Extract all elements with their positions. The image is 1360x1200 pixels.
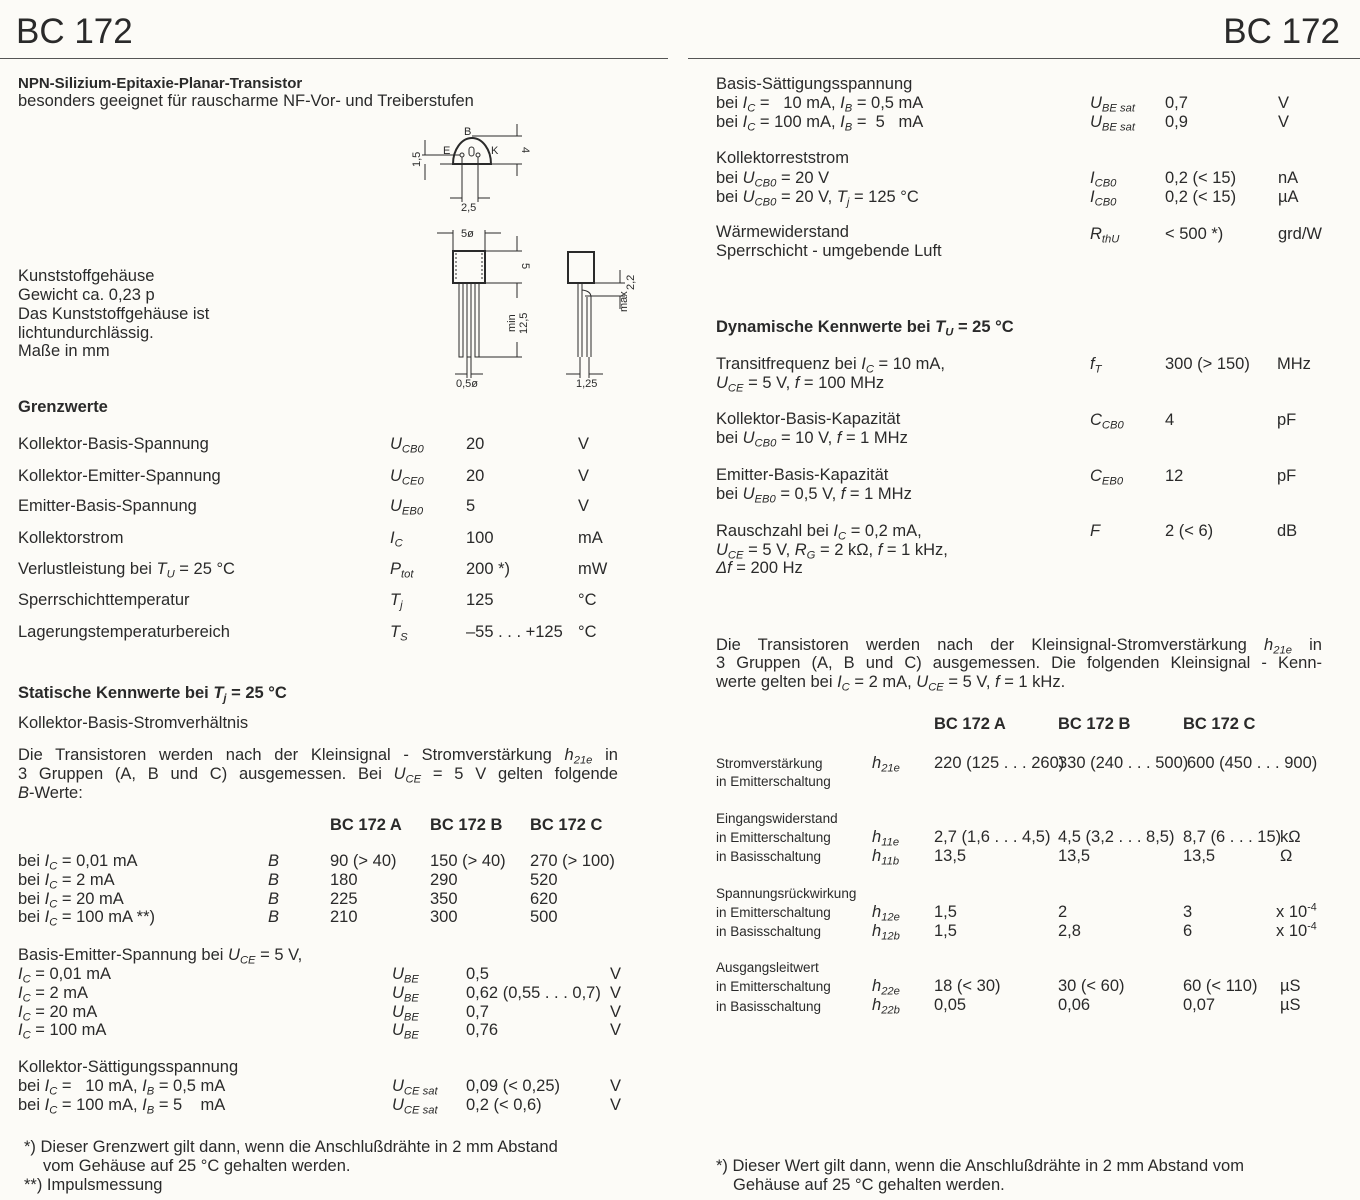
uce-sat-heading: Kollektor-Sättigungsspannung: [18, 1058, 239, 1076]
row-unit: x $10^{-4}$: [1276, 901, 1317, 921]
value-a: 1,5: [934, 903, 957, 921]
row-label: Wärmewiderstand: [716, 223, 849, 241]
param-value: 125: [466, 591, 494, 609]
transistor-subtitle: besonders geeignet für rauscharme NF-Vor- und Treiberstufen: [18, 92, 474, 110]
row-unit: V: [610, 1096, 622, 1114]
value-b: 4,5 (3,2 . . . 8,5): [1058, 828, 1175, 846]
row-value: 0,09 (< 0,25): [466, 1077, 561, 1095]
ube-heading: Basis-Emitter-Spannung bei $U_{CE} = 5$ V,: [18, 946, 303, 967]
row-symbol: $U_{BE}$: [392, 984, 419, 1005]
row-symbol: $h_{21e}$: [872, 754, 900, 775]
page-title-right: BC 172: [1223, 12, 1340, 51]
row-symbol: $I_{CB0}$: [1090, 169, 1117, 190]
value-b: 0,06: [1058, 996, 1091, 1014]
row-symbol: $C_{EB0}$: [1090, 467, 1124, 488]
param-unit: mW: [578, 560, 608, 578]
row-label-2: Sperrschicht - umgebende Luft: [716, 242, 942, 260]
footnote-left-1: *) Dieser Grenzwert gilt dann, wenn die Anschlußdrähte in 2 mm Abstand: [24, 1138, 558, 1156]
value-b: 290: [430, 871, 458, 889]
housing-line: Gewicht ca. 0,23 p: [18, 286, 155, 304]
h-column-header-c: BC 172 C: [1183, 715, 1256, 733]
param-symbol: $T_j$: [390, 591, 403, 612]
page-title-left: BC 172: [16, 12, 133, 51]
param-unit: °C: [578, 623, 597, 641]
icbo-heading: Kollektorreststrom: [716, 149, 849, 167]
row-value: 0,7: [466, 1003, 489, 1021]
row-unit: dB: [1277, 522, 1298, 540]
row-unit: x $10^{-4}$: [1276, 920, 1317, 940]
param-unit: V: [578, 435, 590, 453]
param-symbol: $U_{CE0}$: [390, 467, 424, 488]
value-a: 1,5: [934, 922, 957, 940]
column-header-a: BC 172 A: [330, 816, 402, 834]
row-unit: V: [610, 1003, 622, 1021]
h-column-header-a: BC 172 A: [934, 715, 1006, 733]
row-label: in Emitterschaltung: [716, 830, 831, 845]
row-symbol: $h_{12b}$: [872, 922, 900, 943]
dim-2-2: 2,2: [625, 274, 637, 290]
package-dimension-drawing: [0, 0, 680, 400]
value-b: 2,8: [1058, 922, 1081, 940]
row-symbol: $I_{CB0}$: [1090, 188, 1117, 209]
statisch-para-line: 3 Gruppen (A, B und C) ausgemessen. Bei $U_{CE} = 5$ V gelten folgende: [18, 765, 618, 786]
group-title: Spannungsrückwirkung: [716, 886, 857, 901]
value-b: 150 (> 40): [430, 852, 506, 870]
row-label: in Basisschaltung: [716, 849, 822, 864]
value-c: 60 (< 110): [1183, 977, 1258, 995]
housing-line: Das Kunststoffgehäuse ist: [18, 305, 210, 323]
row-symbol: $h_{22b}$: [872, 996, 900, 1017]
value-a: 18 (< 30): [934, 977, 1001, 995]
dim-max: max: [618, 291, 630, 312]
column-header-b: BC 172 B: [430, 816, 503, 834]
row-value: < 500 *): [1165, 225, 1224, 243]
row-label: bei $I_C = 100$ mA, $I_B = 5$ mA: [18, 1096, 226, 1117]
row-symbol: $h_{11e}$: [872, 828, 900, 849]
footnote-right-1: *) Dieser Wert gilt dann, wenn die Anschlußdrähte in 2 mm Abstand vom: [716, 1157, 1244, 1175]
row-symbol: $U_{BE}$: [392, 1003, 419, 1024]
row-value: 300 (> 150): [1165, 355, 1250, 373]
row-unit: V: [610, 965, 622, 983]
row-symbol: $U_{BE}$: [392, 965, 419, 986]
row-unit: V: [1278, 113, 1290, 131]
column-header-c: BC 172 C: [530, 816, 603, 834]
value-b: 300: [430, 908, 458, 926]
statisch-subheading: Kollektor-Basis-Stromverhältnis: [18, 714, 249, 732]
row-symbol: $U_{BE sat}$: [1090, 113, 1135, 134]
dim-min: min: [506, 314, 518, 332]
row-unit: pF: [1277, 411, 1297, 429]
value-b: 30 (< 60): [1058, 977, 1125, 995]
value-a: 13,5: [934, 847, 967, 865]
value-c: 8,7 (6 . . . 15): [1183, 828, 1282, 846]
dim-5-diameter: 5ø: [461, 228, 474, 240]
row-unit: V: [610, 1021, 622, 1039]
row-unit: Ω: [1280, 847, 1293, 865]
row-label-3: Δf = 200 Hz: [716, 559, 803, 577]
row-label: $I_C = 100$ mA: [18, 1021, 107, 1042]
value-c: 620: [530, 890, 558, 908]
value-a: 2,7 (1,6 . . . 4,5): [934, 828, 1051, 846]
param-unit: °C: [578, 591, 597, 609]
top-view-outline: [453, 138, 491, 164]
grenzwerte-heading: Grenzwerte: [18, 398, 108, 416]
row-label: bei $I_C = 0,01$ mA: [18, 852, 138, 873]
row-unit: µS: [1280, 977, 1301, 995]
statisch-heading: Statische Kennwerte bei $T_j = 25$ °C: [18, 684, 287, 705]
row-label: Transitfrequenz bei $I_C = 10$ mA,: [716, 355, 945, 376]
pin-label-k: K: [491, 145, 499, 157]
housing-line: Kunststoffgehäuse: [18, 267, 155, 285]
h-column-header-b: BC 172 B: [1058, 715, 1131, 733]
dim-0-5-diameter: 0,5ø: [456, 378, 479, 390]
row-label: bei $I_C = 20$ mA: [18, 890, 124, 911]
row-label: in Emitterschaltung: [716, 979, 831, 994]
param-symbol: $U_{EB0}$: [390, 497, 424, 518]
statisch-para-line: B-Werte:: [18, 784, 83, 802]
row-symbol: $U_{BE}$: [392, 1021, 419, 1042]
row-value: 0,5: [466, 965, 489, 983]
row-symbol: $R_{thU}$: [1090, 225, 1120, 246]
row-label: bei $I_C = 100$ mA **): [18, 908, 155, 929]
value-c: 0,07: [1183, 996, 1216, 1014]
row-value: 0,2 (< 15): [1165, 188, 1237, 206]
row-symbol: $U_{CE sat}$: [392, 1077, 438, 1098]
housing-line: Maße in mm: [18, 342, 110, 360]
param-unit: V: [578, 497, 590, 515]
param-symbol: $U_{CB0}$: [390, 435, 424, 456]
dynamisch-heading: Dynamische Kennwerte bei $T_U = 25$ °C: [716, 318, 1014, 339]
row-label: bei $I_C = 10$ mA, $I_B = 0,5$ mA: [716, 94, 924, 115]
row-symbol: $h_{11b}$: [872, 847, 900, 868]
dim-5: 5: [519, 263, 531, 270]
housing-line: lichtundurchlässig.: [18, 324, 154, 342]
row-label: in Emitterschaltung: [716, 905, 831, 920]
value-c: 500: [530, 908, 558, 926]
row-symbol: $h_{22e}$: [872, 977, 900, 998]
transistor-type-heading: NPN-Silizium-Epitaxie-Planar-Transistor: [18, 75, 303, 92]
dim-4: 4: [519, 147, 531, 154]
param-label: Emitter-Basis-Spannung: [18, 497, 197, 515]
param-label: Kollektor-Emitter-Spannung: [18, 467, 221, 485]
param-value: 100: [466, 529, 494, 547]
row-label-2: $U_{CE} = 5$ V, f = 100 MHz: [716, 374, 885, 395]
row-unit: kΩ: [1280, 828, 1301, 846]
row-label: $I_C = 0,01$ mA: [18, 965, 111, 986]
param-label: Sperrschichttemperatur: [18, 591, 190, 609]
dim-1-25: 1,25: [576, 378, 598, 390]
param-label: Verlustleistung bei $T_U = 25$ °C: [18, 560, 235, 581]
param-unit: mA: [578, 529, 603, 547]
row-value: 2 (< 6): [1165, 522, 1214, 540]
row-unit: MHz: [1277, 355, 1311, 373]
value-c: 270 (> 100): [530, 852, 615, 870]
row-value: 0,9: [1165, 113, 1188, 131]
row-value: 0,2 (< 0,6): [466, 1096, 542, 1114]
row-symbol: $h_{12e}$: [872, 903, 900, 924]
row-label: bei $I_C = 10$ mA, $I_B = 0,5$ mA: [18, 1077, 226, 1098]
value-a: 90 (> 40): [330, 852, 397, 870]
group-title: Stromverstärkung: [716, 756, 823, 771]
param-symbol: $I_C$: [390, 529, 403, 550]
value-c: 13,5: [1183, 847, 1216, 865]
value-c: 520: [530, 871, 558, 889]
pin-label-b: B: [464, 126, 472, 138]
row-label-2: bei $U_{CB0} = 10$ V, f = 1 MHz: [716, 429, 908, 450]
footnote-left-3: **) Impulsmessung: [24, 1176, 163, 1194]
row-symbol: $f_T$: [1090, 355, 1102, 376]
value-a: 225: [330, 890, 358, 908]
row-symbol: B: [268, 908, 280, 926]
row-label: Emitter-Basis-Kapazität: [716, 466, 889, 484]
row-label: bei $I_C = 2$ mA: [18, 871, 115, 892]
value-a: 220 (125 . . . 260): [934, 754, 1065, 772]
value-b: 350: [430, 890, 458, 908]
value-c: 6: [1183, 922, 1193, 940]
footnote-left-2: vom Gehäuse auf 25 °C gehalten werden.: [43, 1157, 351, 1175]
hparams-para-line: werte gelten bei $I_C = 2$ mA, $U_{CE} = 5$ V, f = 1 kHz.: [716, 673, 1066, 694]
row-label-2: bei $U_{EB0} = 0,5$ V, f = 1 MHz: [716, 485, 912, 506]
row-label: bei $U_{CB0} = 20$ V: [716, 169, 830, 190]
param-symbol: $P_{tot}$: [390, 560, 414, 581]
dim-12-5: 12,5: [518, 312, 530, 334]
value-c: 600 (450 . . . 900): [1187, 754, 1318, 772]
footnote-right-2: Gehäuse auf 25 °C gehalten werden.: [733, 1176, 1005, 1194]
row-label: Kollektor-Basis-Kapazität: [716, 410, 901, 428]
param-label: Kollektorstrom: [18, 529, 124, 547]
value-a: 210: [330, 908, 358, 926]
row-symbol: F: [1090, 522, 1101, 540]
param-label: Lagerungstemperaturbereich: [18, 623, 230, 641]
value-b: 2: [1058, 903, 1068, 921]
row-label: Rauschzahl bei $I_C = 0,2$ mA,: [716, 522, 922, 543]
param-value: –55 . . . +125: [466, 623, 563, 641]
hparams-para-line: Die Transistoren werden nach der Kleinsignal-Stromverstärkung $h_{21e}$ in: [716, 636, 1322, 657]
value-c: 3: [1183, 903, 1193, 921]
row-symbol: B: [268, 890, 280, 908]
param-unit: V: [578, 467, 590, 485]
row-unit: V: [610, 1077, 622, 1095]
value-b: 13,5: [1058, 847, 1091, 865]
param-value: 20: [466, 467, 485, 485]
row-unit: grd/W: [1278, 225, 1323, 243]
row-label: in Emitterschaltung: [716, 774, 831, 789]
row-label-2: $U_{CE} = 5$ V, $R_G = 2$ kΩ, f = 1 kHz,: [716, 541, 948, 562]
pin-label-e: E: [443, 145, 451, 157]
row-unit: V: [610, 984, 622, 1002]
param-label: Kollektor-Basis-Spannung: [18, 435, 209, 453]
row-value: 12: [1165, 467, 1184, 485]
row-unit: µS: [1280, 996, 1301, 1014]
row-label: in Basisschaltung: [716, 999, 822, 1014]
row-value: 0,2 (< 15): [1165, 169, 1237, 187]
value-a: 180: [330, 871, 358, 889]
header-rule-right: [688, 58, 1360, 59]
dim-2-5: 2,5: [461, 202, 477, 214]
row-symbol: $U_{CE sat}$: [392, 1096, 438, 1117]
row-symbol: $U_{BE sat}$: [1090, 94, 1135, 115]
param-value: 5: [466, 497, 476, 515]
group-title: Eingangswiderstand: [716, 811, 838, 826]
param-value: 200 *): [466, 560, 511, 578]
dim-1-5: 1,5: [411, 151, 423, 167]
statisch-para-line: Die Transistoren werden nach der Kleinsignal - Stromverstärkung $h_{21e}$ in: [18, 746, 618, 767]
row-symbol: $C_{CB0}$: [1090, 411, 1124, 432]
value-a: 0,05: [934, 996, 967, 1014]
row-value: 4: [1165, 411, 1175, 429]
row-symbol: B: [268, 852, 280, 870]
row-value: 0,76: [466, 1021, 499, 1039]
row-value: 0,62 (0,55 . . . 0,7): [466, 984, 601, 1002]
hparams-para-line: 3 Gruppen (A, B und C) ausgemessen. Die folgenden Kleinsignal - Kenn-: [716, 654, 1322, 672]
row-unit: µA: [1278, 188, 1299, 206]
row-unit: pF: [1277, 467, 1297, 485]
row-label: $I_C = 20$ mA: [18, 1003, 98, 1024]
param-value: 20: [466, 435, 485, 453]
row-unit: nA: [1278, 169, 1299, 187]
row-symbol: B: [268, 871, 280, 889]
ube-sat-heading: Basis-Sättigungsspannung: [716, 75, 913, 93]
row-unit: V: [1278, 94, 1290, 112]
value-b: 330 (240 . . . 500): [1058, 754, 1189, 772]
row-label: $I_C = 2$ mA: [18, 984, 89, 1005]
row-value: 0,7: [1165, 94, 1188, 112]
param-symbol: $T_S$: [390, 623, 408, 644]
row-label: bei $I_C = 100$ mA, $I_B = 5$ mA: [716, 113, 924, 134]
group-title: Ausgangsleitwert: [716, 960, 819, 975]
row-label: bei $U_{CB0} = 20$ V, $T_j = 125$ °C: [716, 188, 919, 209]
row-label: in Basisschaltung: [716, 924, 822, 939]
